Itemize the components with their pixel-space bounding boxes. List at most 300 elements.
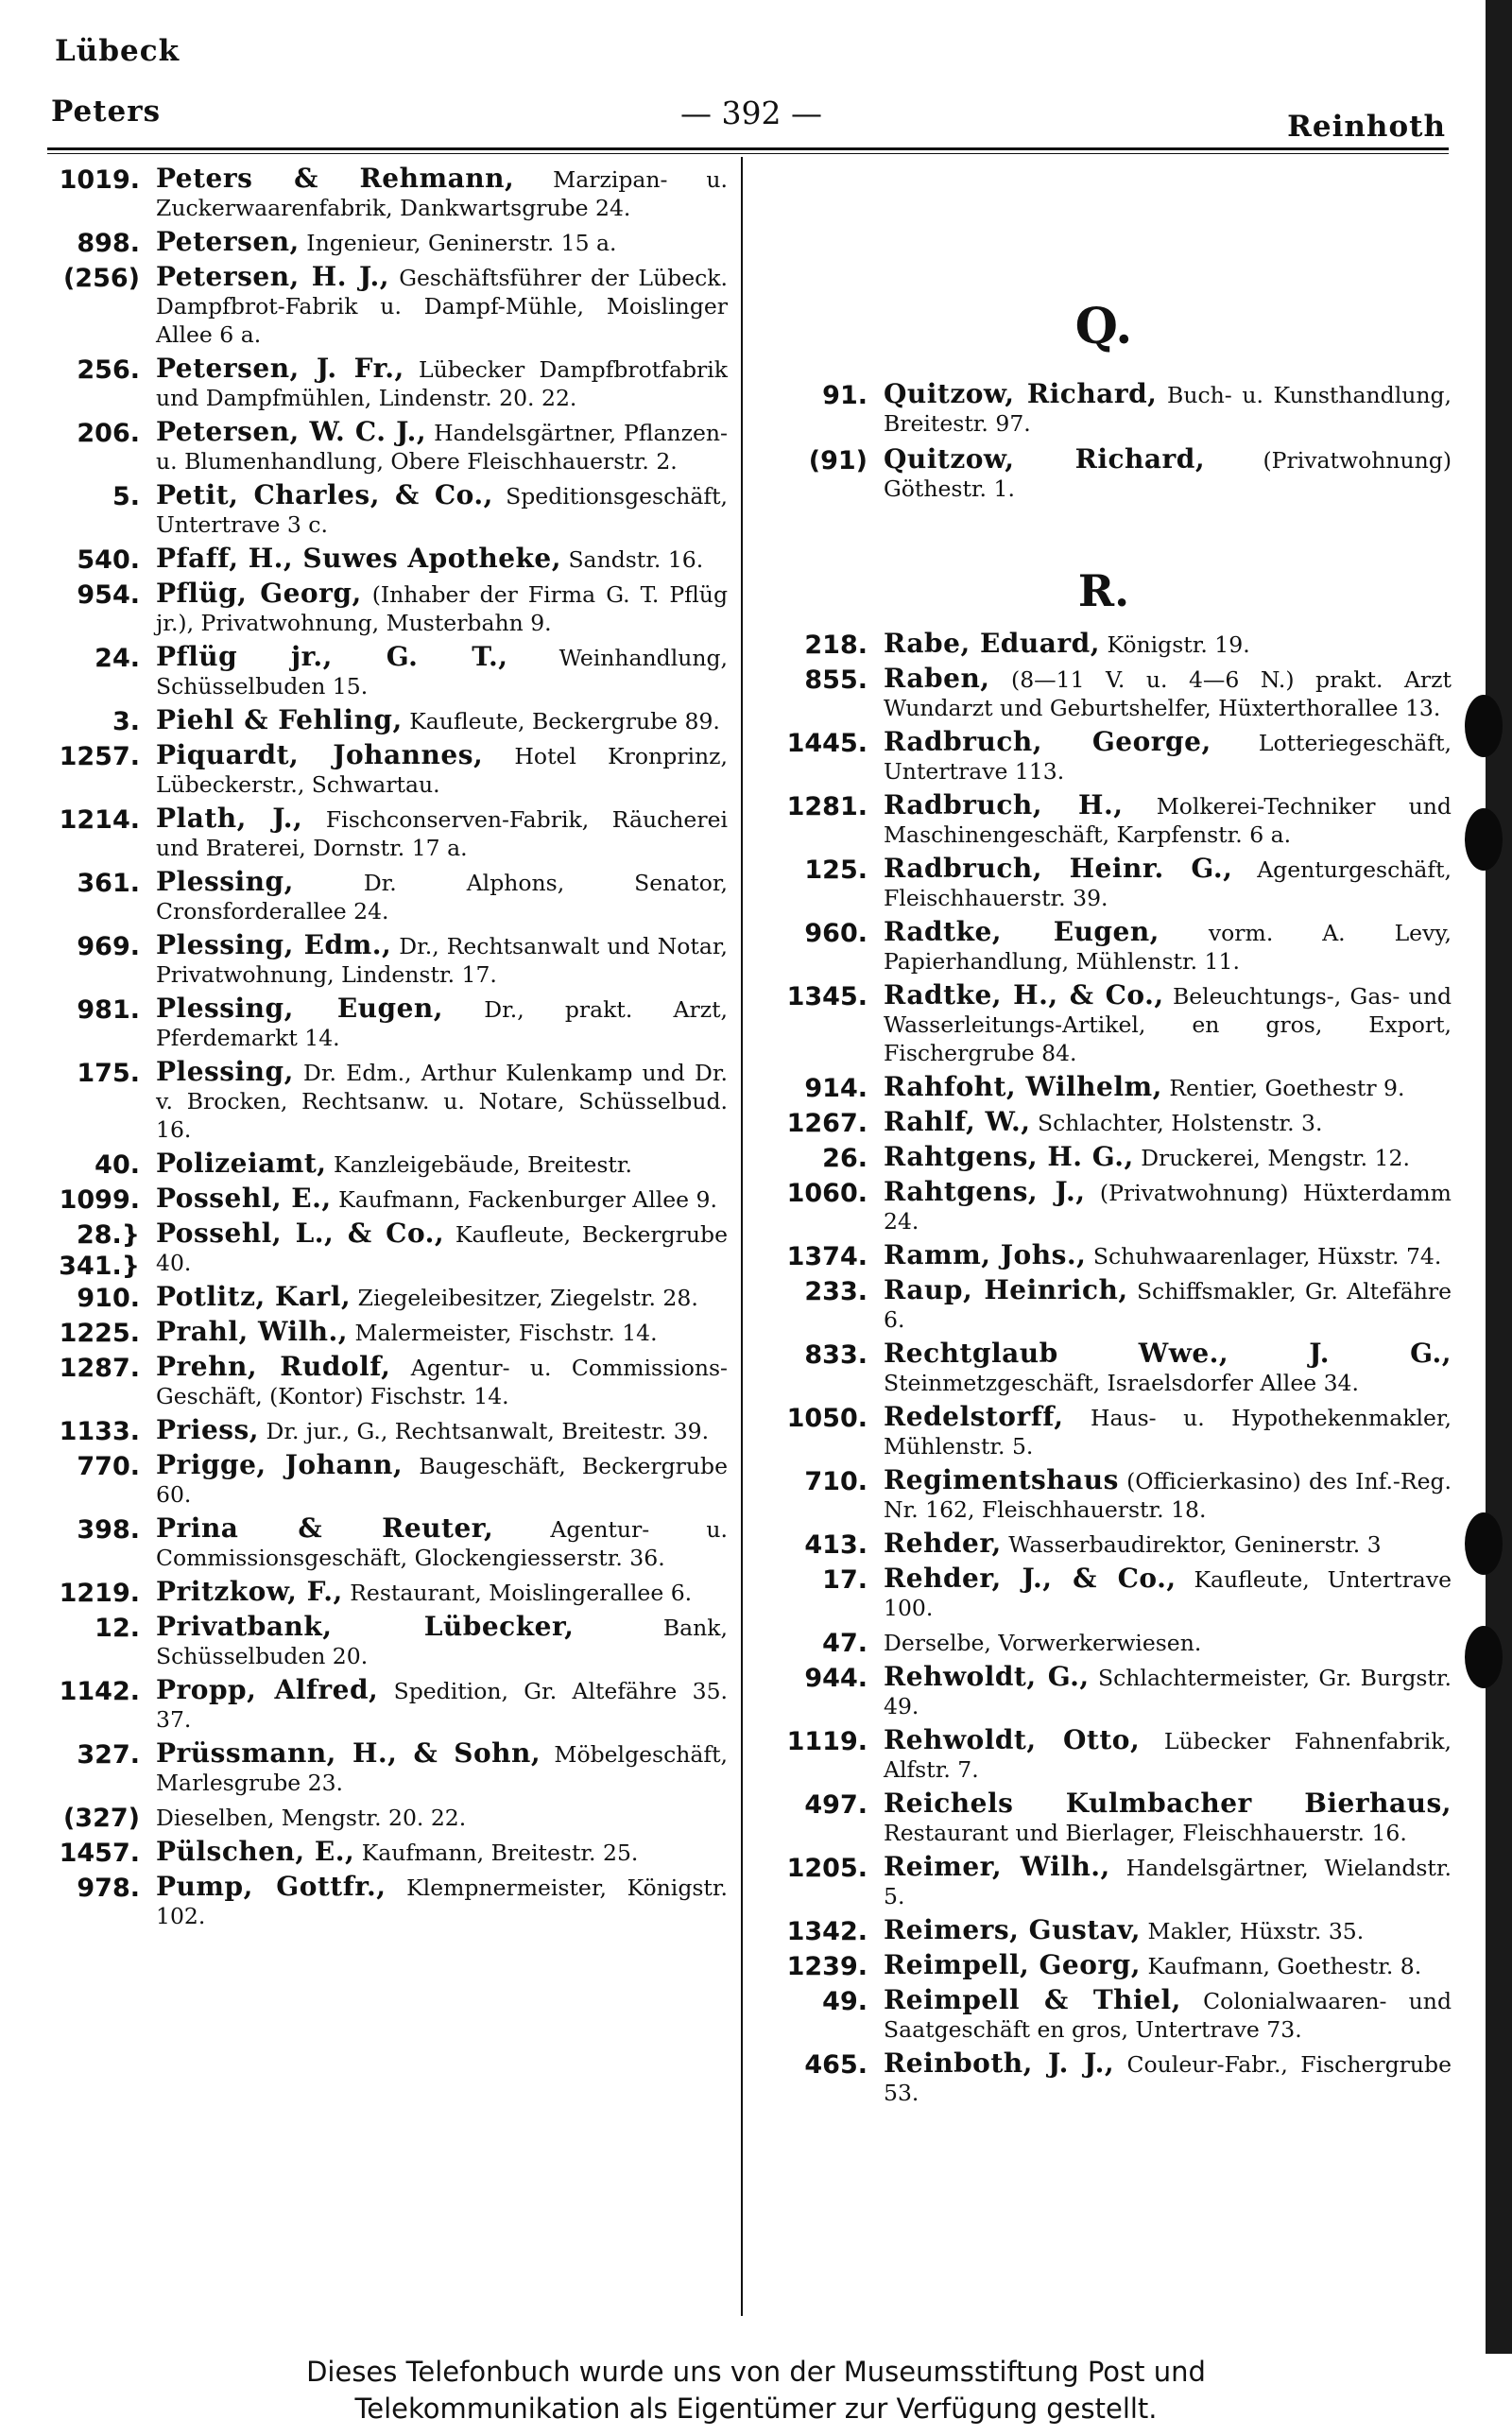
footer-line-1: Dieses Telefonbuch wurde uns von der Museumsstiftung Post und: [306, 2356, 1206, 2388]
entry-body: [156, 228, 728, 257]
entry-body: [156, 1416, 728, 1445]
entry-name: Prehn, Rudolf,: [156, 1351, 391, 1382]
directory-entry: [38, 1184, 728, 1214]
directory-entry: [38, 1739, 728, 1797]
entry-details: Druckerei, Mengstr. 12.: [1141, 1145, 1410, 1171]
entry-details: (Privatwohnung) Göthestr. 1.: [884, 447, 1452, 502]
entry-number: 47.: [822, 1629, 868, 1658]
entry-number: 1099.: [59, 1185, 140, 1215]
entry-details: Schlachtermeister, Gr. Burgstr. 49.: [884, 1665, 1452, 1719]
entry-number: 327.: [77, 1740, 140, 1770]
entry-details: Spedition, Gr. Altefähre 35. 37.: [156, 1678, 728, 1733]
entry-number: 49.: [822, 1987, 868, 2016]
directory-entry: [756, 1466, 1452, 1524]
entry-name: Petersen, W. C. J.,: [156, 416, 427, 447]
directory-entry: [38, 579, 728, 637]
directory-entry: [38, 354, 728, 412]
entry-number: 1445.: [786, 729, 868, 758]
entry-body: [884, 981, 1452, 1067]
entry-name: Radbruch, George,: [884, 726, 1211, 757]
directory-entry: [756, 918, 1452, 976]
entry-number: 1374.: [786, 1242, 868, 1271]
entry-details: Lübecker Dampfbrotfabrik und Dampfmühlen, Lindenstr. 20. 22.: [156, 356, 728, 411]
directory-entry: [38, 228, 728, 257]
directory-entry: [756, 1726, 1452, 1784]
entry-name: Radbruch, Heinr. G.,: [884, 853, 1233, 884]
entry-body: [156, 1058, 728, 1144]
entry-body: [884, 791, 1452, 849]
entry-details: Kaufmann, Goethestr. 8.: [1147, 1953, 1422, 1979]
directory-entry: [756, 1789, 1452, 1847]
entry-name: Quitzow, Richard,: [884, 378, 1158, 409]
entry-name: Radtke, Eugen,: [884, 916, 1160, 947]
directory-entry: [38, 804, 728, 862]
entry-body: [884, 1663, 1452, 1720]
entry-name: Rehder,: [884, 1528, 1002, 1559]
entry-details: Molkerei-Techniker und Maschinengeschäft, Karpfenstr. 6 a.: [884, 793, 1452, 848]
directory-entry: [756, 380, 1452, 438]
directory-entry: [38, 868, 728, 925]
entry-body: [884, 1628, 1452, 1657]
entry-name: Pflüg jr., G. T.,: [156, 641, 508, 672]
directory-entry: [756, 1403, 1452, 1460]
directory-entry: [756, 1073, 1452, 1102]
entry-name: Prigge, Johann,: [156, 1449, 404, 1480]
entry-name: Reinboth, J. J.,: [884, 2047, 1115, 2079]
ink-blot: [1465, 808, 1503, 871]
entry-name: Petersen, J. Fr.,: [156, 353, 404, 384]
entry-body: [156, 1353, 728, 1410]
entry-body: [884, 1951, 1452, 1980]
entry-number: 981.: [77, 995, 140, 1025]
entry-body: [156, 1451, 728, 1509]
entry-number: (327): [62, 1804, 140, 1833]
directory-entry: [38, 544, 728, 574]
entry-body: [156, 1318, 728, 1347]
entry-body: [884, 1726, 1452, 1784]
ink-blot: [1465, 695, 1503, 757]
entry-details: Kaufleute, Untertrave 100.: [884, 1566, 1452, 1621]
entry-name: Redelstorff,: [884, 1401, 1064, 1432]
entry-body: [156, 1803, 728, 1832]
entry-body: [156, 263, 728, 349]
entry-body: [884, 1143, 1452, 1172]
directory-entry: [38, 418, 728, 475]
entry-number: 1457.: [59, 1839, 140, 1868]
entry-details: Schlachter, Holstenstr. 3.: [1038, 1110, 1323, 1136]
directory-entry: [38, 1451, 728, 1509]
entry-name: Regimentshaus: [884, 1464, 1119, 1495]
entry-body: [156, 643, 728, 700]
entry-body: [156, 1838, 728, 1867]
directory-entry: [756, 1178, 1452, 1235]
entry-details: Kaufleute, Beckergrube 89.: [409, 708, 720, 734]
entry-body: [156, 544, 728, 574]
entry-name: Reimers, Gustav,: [884, 1914, 1142, 1945]
entry-name: Potlitz, Karl,: [156, 1281, 352, 1312]
entry-number: 40.: [94, 1150, 140, 1180]
entry-name: Radtke, H., & Co.,: [884, 979, 1164, 1011]
directory-entry: [38, 1803, 728, 1832]
entry-number: 833.: [804, 1340, 868, 1370]
entry-name: Ramm, Johs.,: [884, 1239, 1087, 1270]
entry-details: Handelsgärtner, Pflanzen- u. Blumenhandlung, Obere Fleischhauerstr. 2.: [156, 420, 728, 475]
entry-number: 5.: [112, 482, 140, 511]
entry-body: [884, 630, 1452, 659]
directory-entry: [38, 1578, 728, 1607]
entry-body: [156, 481, 728, 539]
directory-entry: [38, 1353, 728, 1410]
entry-details: (Privatwohnung) Hüxterdamm 24.: [884, 1180, 1452, 1235]
entry-details: Dr., Rechtsanwalt und Notar, Privatwohnung, Lindenstr. 17.: [156, 933, 728, 988]
entry-details: Agentur- u. Commissions-Geschäft, (Kontor) Fischstr. 14.: [156, 1355, 728, 1409]
entry-body: [156, 1873, 728, 1930]
entry-number: 1225.: [59, 1319, 140, 1348]
entry-details: Schuhwaarenlager, Hüxstr. 74.: [1092, 1243, 1442, 1270]
directory-entry: [756, 1143, 1452, 1172]
entry-name: Plessing, Edm.,: [156, 929, 392, 960]
entry-name: Plessing,: [156, 1056, 294, 1087]
entry-body: [156, 804, 728, 862]
entry-name: Petit, Charles, & Co.,: [156, 479, 493, 510]
entry-number: 206.: [77, 419, 140, 448]
entry-name: Plessing,: [156, 866, 294, 897]
entry-number: 361.: [77, 869, 140, 898]
entry-body: [156, 418, 728, 475]
r-entries: [756, 630, 1452, 2107]
entry-body: [884, 380, 1452, 438]
entry-details: Fischconserven-Fabrik, Räucherei und Braterei, Dornstr. 17 a.: [156, 806, 728, 861]
entry-body: [884, 665, 1452, 722]
entry-body: [156, 1676, 728, 1734]
ink-blot: [1465, 1512, 1503, 1575]
entry-name: Petersen,: [156, 226, 300, 257]
entry-number: 1287.: [59, 1354, 140, 1383]
directory-entry: [38, 1058, 728, 1144]
directory-entry: [756, 855, 1452, 912]
entry-details: Makler, Hüxstr. 35.: [1147, 1918, 1365, 1944]
entry-body: [156, 1219, 728, 1277]
entry-body: [884, 1564, 1452, 1622]
header-rule: [47, 147, 1449, 154]
entry-body: [884, 1853, 1452, 1910]
directory-entry: [38, 706, 728, 735]
entry-body: [156, 1739, 728, 1797]
entry-number: 1345.: [786, 982, 868, 1011]
entry-details: Lotteriegeschäft, Untertrave 113.: [884, 730, 1452, 785]
entry-number: 1019.: [59, 165, 140, 195]
directory-entry: [756, 1339, 1452, 1397]
entry-name: Rehwoldt, Otto,: [884, 1724, 1141, 1755]
directory-entry: [38, 1283, 728, 1312]
directory-entry: [756, 1108, 1452, 1137]
entry-name: Pritzkow, F.,: [156, 1576, 343, 1607]
entry-number: 969.: [77, 932, 140, 961]
directory-entry: [38, 1613, 728, 1670]
directory-entry: [756, 1529, 1452, 1559]
directory-entry: [756, 1276, 1452, 1334]
directory-entry: [38, 643, 728, 700]
entry-name: Rehwoldt, G.,: [884, 1661, 1090, 1692]
entry-details: Königstr. 19.: [1107, 631, 1250, 658]
entry-details: Bank, Schüsselbuden 20.: [156, 1615, 728, 1669]
entry-number: 944.: [804, 1664, 868, 1693]
entry-number: 855.: [804, 665, 868, 695]
directory-entry: [38, 1149, 728, 1179]
entry-body: [156, 164, 728, 222]
entry-body: [884, 1241, 1452, 1270]
entry-name: Pump, Gottfr.,: [156, 1871, 387, 1902]
entry-details: Dr., prakt. Arzt, Pferdemarkt 14.: [156, 996, 728, 1051]
entry-body: [884, 1466, 1452, 1524]
entry-name: Quitzow, Richard,: [884, 443, 1206, 475]
entry-name: Pfaff, H., Suwes Apotheke,: [156, 543, 561, 574]
section-letter-q: Q.: [1074, 298, 1133, 355]
entry-details: Couleur-Fabr., Fischergrube 53.: [884, 2051, 1452, 2106]
entry-name: Prina & Reuter,: [156, 1512, 494, 1544]
entry-name: Propp, Alfred,: [156, 1674, 379, 1705]
directory-entry: [38, 1676, 728, 1734]
footer-notice: [0, 2354, 1512, 2436]
entry-details: Colonialwaaren- und Saatgeschäft en gros, Untertrave 73.: [884, 1988, 1452, 2043]
entry-number: 954.: [77, 580, 140, 610]
entry-body: [156, 1149, 728, 1179]
entry-number: 17.: [822, 1565, 868, 1595]
entry-details: Steinmetzgeschäft, Israelsdorfer Allee 34.: [884, 1370, 1359, 1396]
entry-body: [884, 1073, 1452, 1102]
entry-body: [156, 1578, 728, 1607]
directory-entry: [756, 1663, 1452, 1720]
directory-entry: [38, 931, 728, 989]
entry-number: 218.: [804, 631, 868, 660]
entry-details: Kanzleigebäude, Breitestr.: [334, 1151, 633, 1178]
entry-body: [884, 1916, 1452, 1945]
entry-body: [156, 1283, 728, 1312]
directory-entry: [756, 981, 1452, 1067]
entry-body: [884, 728, 1452, 786]
entry-number: 1342.: [786, 1917, 868, 1946]
directory-entry: [756, 1951, 1452, 1980]
entry-details: Wasserbaudirektor, Geninerstr. 3: [1008, 1531, 1382, 1558]
entry-number: 960.: [804, 919, 868, 948]
page-number: — 392 —: [680, 95, 822, 131]
entry-details: Kaufmann, Fackenburger Allee 9.: [338, 1186, 717, 1213]
entry-body: [156, 706, 728, 735]
entry-number: 1050.: [786, 1404, 868, 1433]
directory-entry: [38, 1514, 728, 1572]
entry-number: 465.: [804, 2050, 868, 2080]
entry-name: Reimer, Wilh.,: [884, 1851, 1110, 1882]
entry-number: 3.: [112, 707, 140, 736]
entry-details: Dieselben, Mengstr. 20. 22.: [156, 1805, 467, 1831]
directory-entry: [38, 164, 728, 222]
entry-name: Privatbank, Lübecker,: [156, 1611, 575, 1642]
entry-details: Hotel Kronprinz, Lübeckerstr., Schwartau.: [156, 743, 728, 798]
directory-entry: [756, 630, 1452, 659]
entry-name: Priess,: [156, 1414, 260, 1445]
column-divider: [741, 157, 743, 2316]
entry-details: Restaurant und Bierlager, Fleischhauerstr. 16.: [884, 1820, 1407, 1846]
entry-name: Radbruch, H.,: [884, 789, 1124, 821]
entry-number: 91.: [822, 381, 868, 410]
entry-body: [156, 741, 728, 799]
entry-details: Schiffsmakler, Gr. Altefähre 6.: [884, 1278, 1452, 1333]
entry-body: [156, 579, 728, 637]
entry-name: Prüssmann, H., & Sohn,: [156, 1737, 541, 1769]
entry-body: [884, 855, 1452, 912]
entry-name: Possehl, L., & Co.,: [156, 1218, 445, 1249]
entry-body: [156, 868, 728, 925]
entry-number: 1119.: [786, 1727, 868, 1756]
entry-details: Kaufleute, Beckergrube 40.: [156, 1221, 728, 1276]
entry-name: Piquardt, Johannes,: [156, 739, 484, 770]
entry-details: Marzipan- u. Zuckerwaarenfabrik, Dankwartsgrube 24.: [156, 166, 728, 221]
entry-number: 125.: [804, 855, 868, 885]
entry-body: [884, 918, 1452, 976]
directory-entry: [756, 1853, 1452, 1910]
entry-number: 1219.: [59, 1579, 140, 1608]
entry-body: [156, 1184, 728, 1214]
city-heading: Lübeck: [55, 34, 180, 68]
directory-entry: [38, 1838, 728, 1867]
entry-details: Agenturgeschäft, Fleischhauerstr. 39.: [884, 856, 1452, 911]
entry-name: Petersen, H. J.,: [156, 261, 390, 292]
entry-details: Agentur- u. Commissionsgeschäft, Glockengiesserstr. 36.: [156, 1516, 728, 1571]
entry-name: Pflüg, Georg,: [156, 578, 362, 609]
entry-details: Rentier, Goethestr 9.: [1169, 1075, 1405, 1101]
entry-number: 540.: [77, 545, 140, 575]
entry-body: [884, 1339, 1452, 1397]
entry-name: Rahlf, W.,: [884, 1106, 1031, 1137]
entry-name: Reichels Kulmbacher Bierhaus,: [884, 1788, 1452, 1819]
entry-body: [884, 1178, 1452, 1235]
entry-number: 1281.: [786, 792, 868, 821]
directory-entry: [756, 1986, 1452, 2044]
entry-name: Rehder, J., & Co.,: [884, 1563, 1177, 1594]
entry-details: Möbelgeschäft, Marlesgrube 23.: [156, 1741, 728, 1796]
entry-details: Klempnermeister, Königstr. 102.: [156, 1875, 728, 1929]
entry-number: 1214.: [59, 805, 140, 835]
entry-name: Reimpell, Georg,: [884, 1949, 1141, 1980]
entry-number: 1257.: [59, 742, 140, 771]
entry-details: Haus- u. Hypothekenmakler, Mühlenstr. 5.: [884, 1405, 1452, 1460]
entry-body: [156, 994, 728, 1052]
entry-number: 24.: [94, 644, 140, 673]
entry-details: Buch- u. Kunsthandlung, Breitestr. 97.: [884, 382, 1452, 437]
entry-name: Peters & Rehmann,: [156, 163, 515, 194]
entry-number: 175.: [77, 1059, 140, 1088]
entry-body: [156, 1613, 728, 1670]
directory-entry: [756, 445, 1452, 503]
entry-details: Ingenieur, Geninerstr. 15 a.: [306, 230, 617, 256]
entry-details: (8—11 V. u. 4—6 N.) prakt. Arzt Wundarzt und Geburtshelfer, Hüxterthorallee 13.: [884, 666, 1452, 721]
directory-entry: [756, 2049, 1452, 2107]
entry-number: 497.: [804, 1790, 868, 1820]
entry-body: [884, 1789, 1452, 1847]
entry-details: Handelsgärtner, Wielandstr. 5.: [884, 1855, 1452, 1909]
entry-name: Possehl, E.,: [156, 1183, 332, 1214]
directory-entry: [38, 1318, 728, 1347]
entry-number: 978.: [77, 1874, 140, 1903]
directory-entry: [756, 1628, 1452, 1657]
entry-details: Beleuchtungs-, Gas- und Wasserleitungs-Artikel, en gros, Export, Fischergrube 84.: [884, 983, 1452, 1066]
entry-name: Pülschen, E.,: [156, 1836, 355, 1867]
entry-details: (Officierkasino) des Inf.-Reg. Nr. 162, Fleischhauerstr. 18.: [884, 1468, 1452, 1523]
entry-number: 710.: [804, 1467, 868, 1496]
entry-body: [884, 2049, 1452, 2107]
directory-entry: [756, 1916, 1452, 1945]
entry-name: Rechtglaub Wwe., J. G.,: [884, 1338, 1452, 1369]
entry-number: (256): [62, 264, 140, 293]
entry-number: 1142.: [59, 1677, 140, 1706]
entry-details: Derselbe, Vorwerkerwiesen.: [884, 1630, 1202, 1656]
entry-details: Malermeister, Fischstr. 14.: [354, 1320, 658, 1346]
entry-details: Dr. Edm., Arthur Kulenkamp und Dr. v. Brocken, Rechtsanw. u. Notare, Schüsselbud. 16.: [156, 1060, 728, 1143]
entry-details: (Inhaber der Firma G. T. Pflüg jr.), Privatwohnung, Musterbahn 9.: [156, 581, 728, 636]
entry-details: Restaurant, Moislingerallee 6.: [350, 1580, 693, 1606]
directory-entry: [756, 791, 1452, 849]
entry-name: Rahfoht, Wilhelm,: [884, 1071, 1162, 1102]
entry-name: Polizeiamt,: [156, 1148, 327, 1179]
entry-details: Baugeschäft, Beckergrube 60.: [156, 1453, 728, 1508]
entry-number: 1060.: [786, 1179, 868, 1208]
directory-entry: [756, 1564, 1452, 1622]
entry-body: [884, 1529, 1452, 1559]
entry-details: Geschäftsführer der Lübeck. Dampfbrot-Fabrik u. Dampf-Mühle, Moislinger Allee 6 a.: [156, 265, 728, 348]
entry-number: 1205.: [786, 1854, 868, 1883]
entry-name: Plath, J.,: [156, 803, 303, 834]
entry-details: Kaufmann, Breitestr. 25.: [361, 1840, 639, 1866]
entry-body: [884, 445, 1452, 503]
entry-name: Piehl & Fehling,: [156, 704, 403, 735]
directory-entry: [38, 741, 728, 799]
entry-details: vorm. A. Levy, Papierhandlung, Mühlenstr. 11.: [884, 920, 1452, 975]
entry-number: 1133.: [59, 1417, 140, 1446]
entry-body: [884, 1108, 1452, 1137]
entry-name: Raup, Heinrich,: [884, 1274, 1128, 1305]
section-letter-r: R.: [1077, 565, 1130, 616]
right-column: [756, 159, 1452, 2107]
entry-number: 256.: [77, 355, 140, 385]
entry-number: (91): [808, 446, 868, 475]
entry-name: Reimpell & Thiel,: [884, 1984, 1181, 2015]
q-entries: [756, 380, 1452, 503]
right-running-head: Reinhoth: [1287, 110, 1446, 144]
entry-body: [884, 1403, 1452, 1460]
entry-number: 28.} 341.}: [59, 1220, 140, 1281]
entry-name: Prahl, Wilh.,: [156, 1316, 349, 1347]
scan-edge: [1486, 0, 1512, 2354]
entry-number: 914.: [804, 1074, 868, 1103]
directory-entry: [38, 1218, 728, 1281]
directory-entry: [756, 1241, 1452, 1270]
entry-details: Sandstr. 16.: [568, 546, 704, 573]
directory-entry: [38, 1416, 728, 1445]
entry-details: Weinhandlung, Schüsselbuden 15.: [156, 645, 728, 700]
directory-entry: [38, 481, 728, 539]
entry-number: 398.: [77, 1515, 140, 1545]
entry-details: Speditionsgeschäft, Untertrave 3 c.: [156, 483, 728, 538]
entry-number: 1239.: [786, 1952, 868, 1981]
directory-entry: [756, 665, 1452, 722]
entry-name: Raben,: [884, 663, 990, 694]
entry-number: 413.: [804, 1530, 868, 1560]
entry-number: 770.: [77, 1452, 140, 1481]
entry-name: Rabe, Eduard,: [884, 628, 1100, 659]
directory-entry: [38, 994, 728, 1052]
entry-number: 898.: [77, 229, 140, 258]
entry-body: [884, 1986, 1452, 2044]
